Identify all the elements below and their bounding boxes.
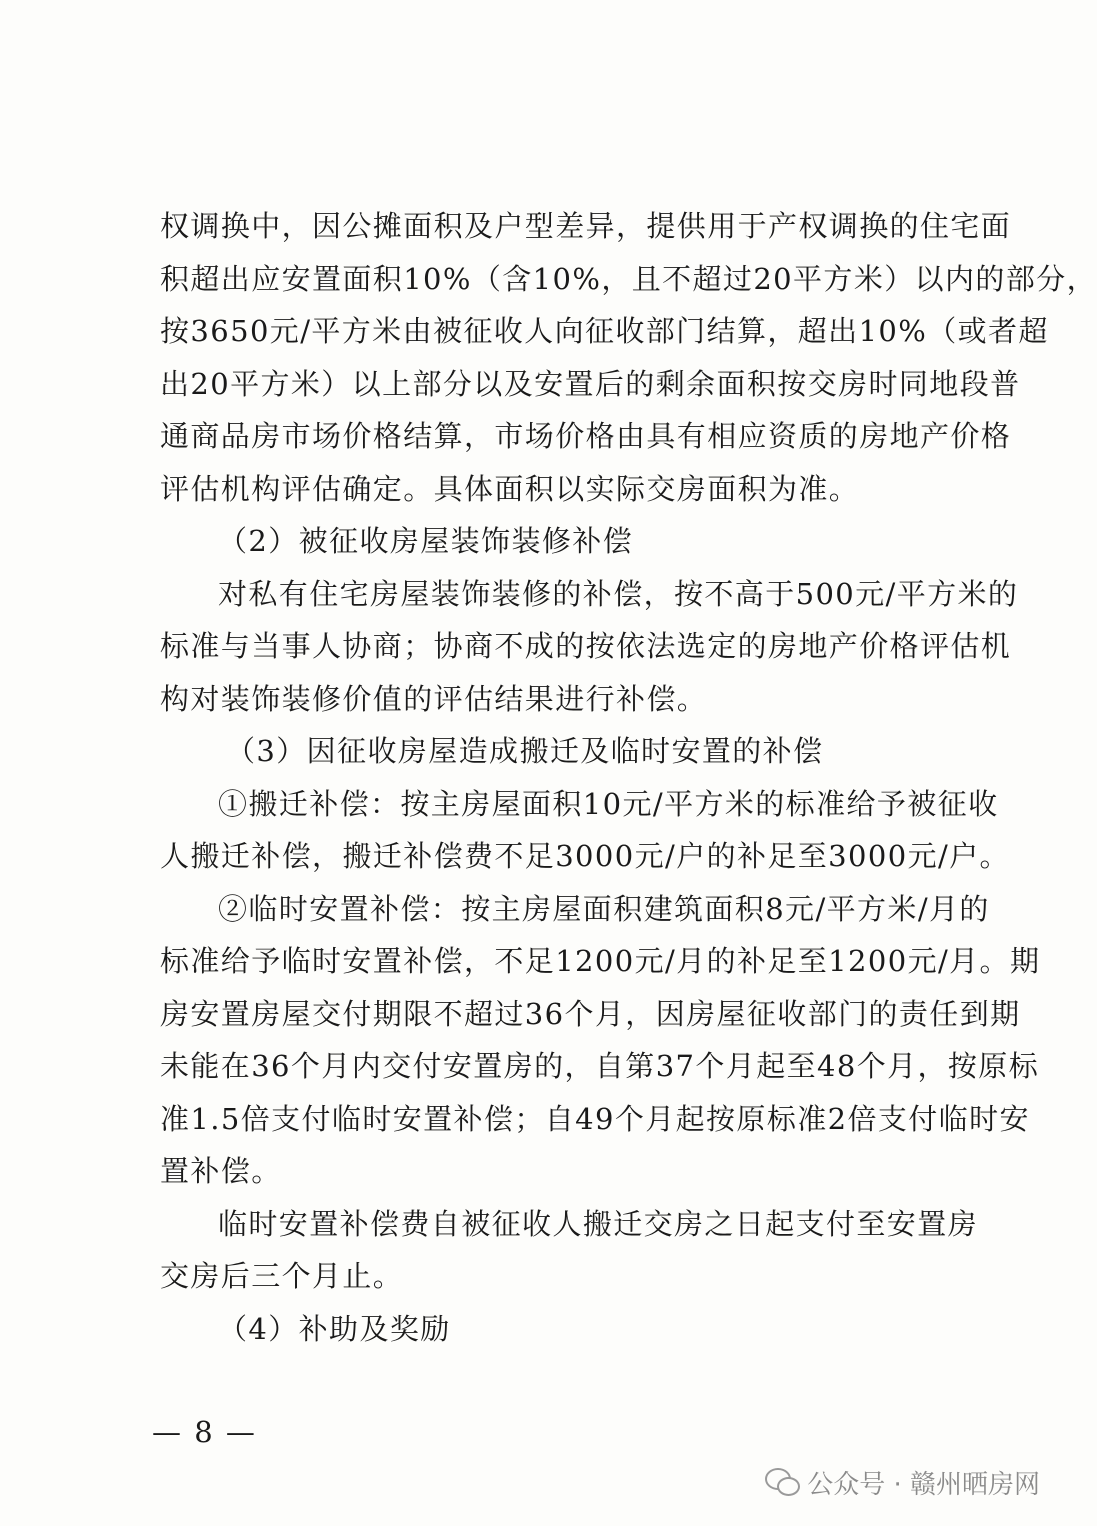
- paragraph-line: 标准给予临时安置补偿，不足1200元/月的补足至1200元/月。期: [160, 944, 1041, 978]
- section-heading: （2）被征收房屋装饰装修补偿: [218, 524, 634, 558]
- paragraph-line: ①搬迁补偿：按主房屋面积10元/平方米的标准给予被征收: [218, 786, 999, 821]
- paragraph-line: 未能在36个月内交付安置房的，自第37个月起至48个月，按原标: [160, 1049, 1040, 1083]
- paragraph-line: 通商品房市场价格结算，市场价格由具有相应资质的房地产价格: [160, 419, 1012, 453]
- body-text: [160, 200, 1097, 1355]
- paragraph-line: 构对装饰装修价值的评估结果进行补偿。: [160, 681, 708, 716]
- paragraph-line: 按3650元/平方米由被征收人向征收部门结算，超出10%（或者超: [160, 314, 1049, 348]
- paragraph-line: 临时安置补偿费自被征收人搬迁交房之日起支付至安置房: [218, 1206, 979, 1241]
- section-heading: （3）因征收房屋造成搬迁及临时安置的补偿: [226, 734, 824, 768]
- paragraph-line: 准1.5倍支付临时安置补偿；自49个月起按原标准2倍支付临时安: [160, 1101, 1030, 1136]
- watermark-text: 公众号 · 赣州晒房网: [807, 1469, 1040, 1500]
- paragraph-line: 标准与当事人协商；协商不成的按依法选定的房地产价格评估机: [160, 629, 1012, 663]
- paragraph-line: 权调换中，因公摊面积及户型差异，提供用于产权调换的住宅面: [160, 209, 1012, 243]
- paragraph-line: 交房后三个月止。: [160, 1259, 404, 1293]
- page-number: — 8 —: [152, 1415, 257, 1449]
- paragraph-line: 对私有住宅房屋装饰装修的补偿，按不高于500元/平方米的: [218, 576, 1019, 611]
- paragraph-line: 房安置房屋交付期限不超过36个月，因房屋征收部门的责任到期: [160, 996, 1021, 1031]
- paragraph-line: 评估机构评估确定。具体面积以实际交房面积为准。: [160, 471, 860, 506]
- wechat-icon: [765, 1468, 799, 1496]
- paragraph-line: 出20平方米）以上部分以及安置后的剩余面积按交房时同地段普: [160, 366, 1021, 401]
- paragraph-line: 置补偿。: [160, 1154, 282, 1188]
- watermark: [765, 1462, 1040, 1502]
- paragraph-line: ②临时安置补偿：按主房屋面积建筑面积8元/平方米/月的: [218, 891, 990, 926]
- paragraph-line: 积超出应安置面积10%（含10%，且不超过20平方米）以内的部分，: [160, 261, 1097, 296]
- paragraph-line: 人搬迁补偿，搬迁补偿费不足3000元/户的补足至3000元/户。: [160, 839, 1010, 873]
- section-heading: （4）补助及奖励: [218, 1311, 451, 1346]
